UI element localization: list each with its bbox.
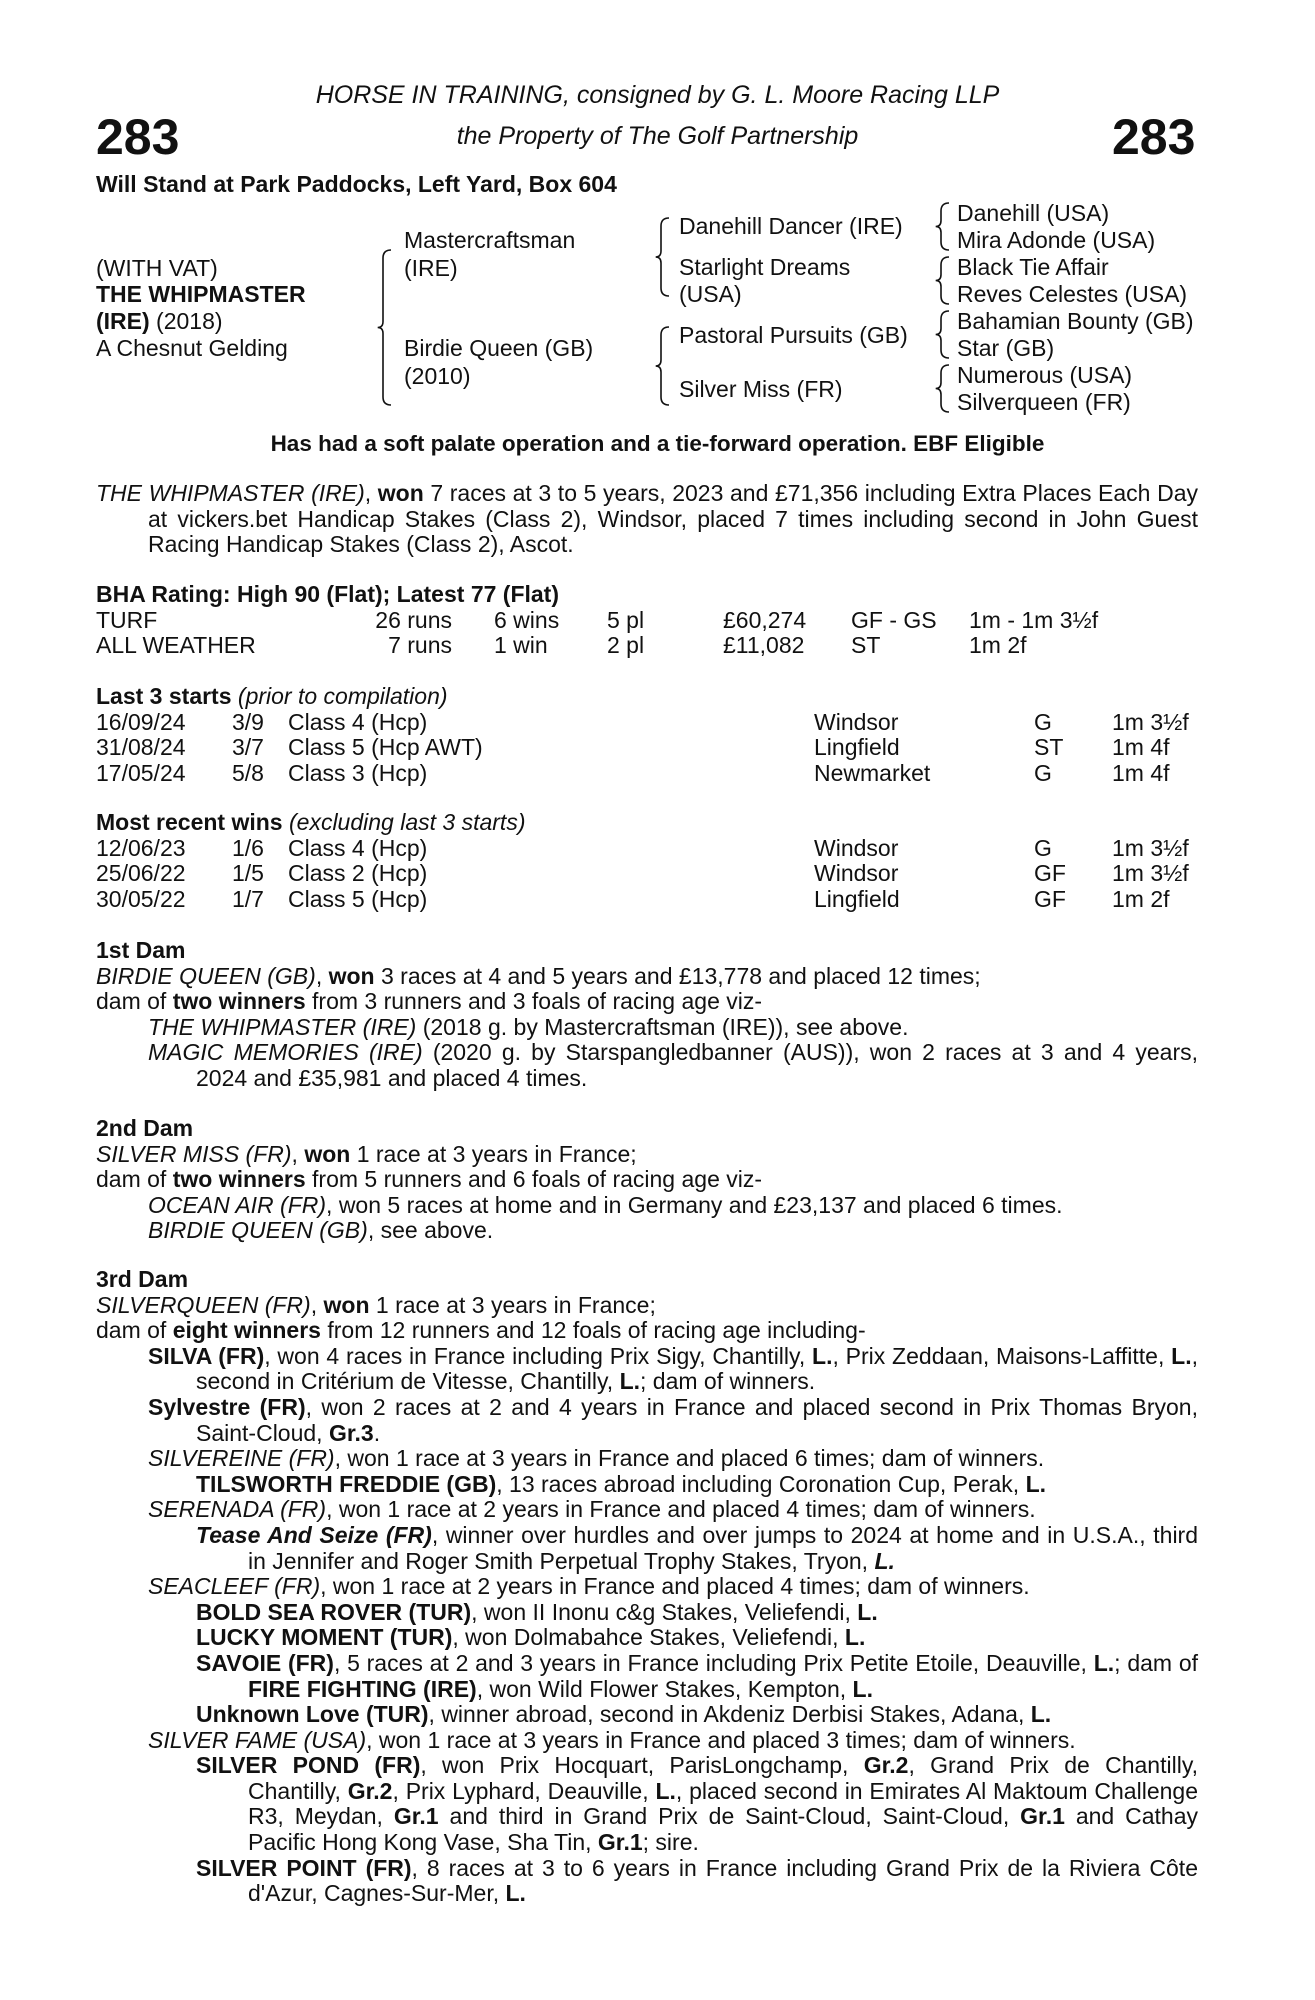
gen4-ancestor: Reves Celestes (USA) (957, 281, 1188, 307)
horse-name-italic: SERENADA (FR) (148, 1496, 327, 1523)
placed: 2 pl (607, 632, 645, 659)
wins: 6 wins (494, 606, 560, 633)
bold-text: won (328, 962, 375, 989)
text-run: , won 1 race at 2 years in France and placed 4 times; dam of winners. (320, 1573, 1030, 1600)
text-run: , won 4 races in France including Prix Sigy, Chantilly, (264, 1342, 813, 1369)
earnings: £60,274 (723, 606, 807, 633)
operation-notice: Has had a soft palate operation and a tie-forward operation. EBF Eligible (270, 431, 1045, 456)
text-run: 1 race at 3 years in France; (369, 1291, 656, 1318)
bold-text: SILVA (FR) (148, 1342, 265, 1369)
dam-dam: Silver Miss (FR) (679, 376, 843, 402)
text-run: 3 races at 4 and 5 years and £13,778 and placed 12 times; (374, 962, 981, 989)
dam-record (96, 964, 1198, 990)
text-run: , (310, 1291, 324, 1318)
produce-entry (148, 1218, 1198, 1244)
produce-entry (148, 1395, 1198, 1446)
vat-note: (WITH VAT) (96, 255, 218, 281)
brace-icon (378, 250, 391, 405)
text-run: , won 2 races at 2 and 4 years in France and placed second in Prix Thomas Bryon, Saint-Cloud, (196, 1393, 1198, 1446)
bold-text: L. (619, 1368, 641, 1395)
brace-icon (936, 365, 949, 412)
text-run: , placed second in Emirates Al Maktoum Challenge R3, Meydan, (248, 1777, 1198, 1830)
text-run: , won Dolmabahce Stakes, Veliefendi, (452, 1624, 845, 1651)
race-date: 30/05/22 (96, 885, 186, 912)
bold-text: L. (1093, 1649, 1115, 1676)
dam-name: Birdie Queen (GB) (404, 335, 594, 361)
race-course: Lingfield (814, 885, 900, 912)
text-run: , (315, 962, 329, 989)
brace-icon (936, 203, 949, 250)
horse-name-italic: SILVEREINE (FR) (148, 1445, 335, 1472)
race-row (96, 710, 1198, 736)
bold-text: L. (844, 1624, 866, 1651)
text-run: , won 5 races at home and in Germany and £23,137 and placed 6 times. (326, 1191, 1063, 1218)
dam-record (96, 1142, 1198, 1168)
produce-entry (148, 1193, 1198, 1219)
horse-description: A Chesnut Gelding (96, 335, 288, 361)
horse-name-italic: BIRDIE QUEEN (GB) (96, 962, 316, 989)
sire-origin: (IRE) (404, 255, 458, 281)
race-row (96, 836, 1198, 862)
race-row (96, 861, 1198, 887)
rating-row-all-weather (96, 633, 1198, 659)
bold-text: Gr.2 (863, 1752, 909, 1779)
brace-icon (656, 218, 669, 296)
grand-produce-entry (196, 1753, 1198, 1855)
text-run: , 5 races at 2 and 3 years in France including Prix Petite Etoile, Deauville, (333, 1649, 1094, 1676)
text-run: and third in Grand Prix de Saint-Cloud, Saint-Cloud, (438, 1803, 1021, 1830)
rating-section (96, 582, 1198, 659)
text-run: , won Wild Flower Stakes, Kempton, (476, 1675, 853, 1702)
bold-text: two winners (172, 988, 306, 1015)
lot-number-left: 283 (96, 109, 180, 165)
summary-paragraph (96, 481, 1198, 558)
race-distance: 1m 4f (1112, 734, 1170, 761)
grand-produce-entry (196, 1856, 1198, 1907)
recent-wins-title: Most recent wins (96, 809, 283, 835)
bold-text: L. (1171, 1342, 1192, 1369)
bold-text: Gr.2 (347, 1777, 393, 1804)
race-distance: 1m 3½f (1112, 860, 1189, 887)
race-pos: 1/7 (232, 885, 264, 912)
race-date: 25/06/22 (96, 860, 186, 887)
dam-heading: 3rd Dam (96, 1266, 189, 1292)
gen4-ancestor: Bahamian Bounty (GB) (957, 308, 1194, 334)
race-distance: 1m 3½f (1112, 834, 1189, 861)
race-row (96, 735, 1198, 761)
text-run: , (291, 1140, 305, 1167)
surface: TURF (96, 606, 158, 633)
bold-text: L. (655, 1777, 676, 1804)
race-going: G (1034, 759, 1052, 786)
second-dam-section (96, 1116, 1198, 1244)
bold-text: won (323, 1291, 370, 1318)
going: GF - GS (851, 606, 937, 633)
race-pos: 3/9 (232, 708, 264, 735)
property-line: the Property of The Golf Partnership (456, 122, 859, 150)
race-distance: 1m 3½f (1112, 708, 1189, 735)
gen4-ancestor: Black Tie Affair (957, 254, 1109, 280)
bold-text: Sylvestre (FR) (148, 1393, 306, 1420)
race-race: Class 4 (Hcp) (288, 708, 428, 735)
grand-produce-entry (196, 1651, 1198, 1702)
text-run: , Prix Zeddaan, Maisons-Laffitte, (832, 1342, 1172, 1369)
race-going: ST (1034, 734, 1064, 761)
brace-icon (656, 327, 669, 405)
text-run: , winner over hurdles and over jumps to 2024 at home and in U.S.A., third in Jennifer and Roger Smith Perpetual Trophy Stakes, Tryon, (248, 1521, 1198, 1574)
race-pos: 5/8 (232, 759, 264, 786)
text-run: , 8 races at 3 to 6 years in France including Grand Prix de la Riviera Côte d'Azur, Cagnes-Sur-Mer, (248, 1854, 1198, 1907)
race-race: Class 4 (Hcp) (288, 834, 428, 861)
race-summary (96, 481, 1198, 558)
dam-record (96, 1318, 1198, 1344)
going: ST (851, 632, 881, 659)
wins: 1 win (494, 632, 548, 659)
text-run: from 3 runners and 3 foals of racing age viz- (305, 988, 763, 1015)
bold-text: SAVOIE (FR) (196, 1649, 334, 1676)
bold-text: Gr.1 (1020, 1803, 1065, 1830)
horse-name-italic: THE WHIPMASTER (IRE) (148, 1013, 417, 1040)
bold-text: eight winners (172, 1317, 321, 1344)
race-row (96, 887, 1198, 913)
rating-row-turf (96, 608, 1198, 634)
dam-heading: 1st Dam (96, 937, 186, 963)
bold-text: FIRE FIGHTING (IRE) (248, 1675, 477, 1702)
race-course: Newmarket (814, 759, 931, 786)
produce-entry (148, 1497, 1198, 1523)
text-run: , see above. (367, 1217, 494, 1244)
race-going: G (1034, 834, 1052, 861)
grand-produce-entry (196, 1523, 1198, 1574)
race-going: G (1034, 708, 1052, 735)
race-course: Windsor (814, 834, 899, 861)
third-dam-section (96, 1267, 1198, 1907)
bold-text: Gr.1 (393, 1803, 439, 1830)
gen4-ancestor: Star (GB) (957, 335, 1055, 361)
bold-text: Gr.3 (328, 1419, 374, 1446)
distance: 1m - 1m 3½f (969, 606, 1099, 633)
bold-text: L. (857, 1598, 878, 1625)
bold-text: Unknown Love (TUR) (196, 1701, 429, 1728)
text-run: , winner abroad, second in Akdeniz Derbisi Stakes, Adana, (428, 1701, 1031, 1728)
dam-year: (2010) (404, 363, 471, 389)
race-date: 12/06/23 (96, 834, 186, 861)
gen4-ancestor: Danehill (USA) (957, 200, 1110, 226)
race-course: Windsor (814, 708, 899, 735)
text-run: (2020 g. by Starspangledbanner (AUS)), won 2 races at 3 and 4 years, 2024 and £35,981 and placed 4 times. (196, 1039, 1199, 1091)
text-run: , won II Inonu c&g Stakes, Veliefendi, (471, 1598, 858, 1625)
sire-dam: Starlight Dreams (679, 254, 851, 280)
bold-text: L. (874, 1547, 895, 1574)
horse-name: THE WHIPMASTER (96, 281, 306, 307)
grand-produce-entry (196, 1472, 1198, 1498)
last-starts-subtitle: (prior to compilation) (231, 683, 448, 709)
dam-record (96, 989, 1198, 1015)
sire-sire: Danehill Dancer (IRE) (679, 213, 903, 239)
race-date: 17/05/24 (96, 759, 186, 786)
stand-location: Will Stand at Park Paddocks, Left Yard, Box 604 (96, 171, 617, 197)
horse-year: (2018) (149, 308, 223, 334)
gen4-ancestor: Numerous (USA) (957, 362, 1133, 388)
bold-text: Tease And Seize (FR) (196, 1521, 432, 1548)
text-run: and Cathay Pacific Hong Kong Vase, Sha Tin, (248, 1803, 1198, 1856)
brace-icon (936, 257, 949, 304)
text-run: dam of (96, 1166, 173, 1193)
horse-name-italic: THE WHIPMASTER (IRE) (96, 480, 365, 506)
text-run: , Grand Prix de Chantilly, Chantilly, (248, 1752, 1198, 1804)
bold-text: SILVER POINT (FR) (196, 1854, 412, 1881)
grand-produce-entry (196, 1625, 1198, 1651)
horse-origin: (IRE) (96, 308, 150, 334)
consignor-line: HORSE IN TRAINING, consigned by G. L. Moore Racing LLP (315, 81, 1000, 109)
first-dam-section (96, 938, 1198, 1092)
bold-text: won (304, 1140, 351, 1167)
text-run: ; sire. (642, 1829, 699, 1856)
last-starts-title: Last 3 starts (96, 683, 232, 709)
text-run: , second in Critérium de Vitesse, Chantilly, (196, 1342, 1199, 1395)
race-pos: 3/7 (232, 734, 264, 761)
placed: 5 pl (607, 606, 645, 633)
bold-text: BOLD SEA ROVER (TUR) (196, 1598, 472, 1625)
horse-name-italic: SILVER MISS (FR) (96, 1140, 292, 1167)
text-run: , (364, 480, 378, 506)
bold-text: L. (852, 1675, 873, 1702)
dam-record (96, 1293, 1198, 1319)
produce-entry (148, 1015, 1198, 1041)
produce-entry (148, 1344, 1198, 1395)
last-starts-section (96, 684, 1198, 786)
text-run: , won 1 race at 3 years in France and placed 3 times; dam of winners. (366, 1726, 1076, 1753)
race-race: Class 5 (Hcp) (288, 885, 428, 912)
text-run: ; dam of (1114, 1649, 1198, 1676)
race-race: Class 3 (Hcp) (288, 759, 428, 786)
horse-name-italic: OCEAN AIR (FR) (148, 1191, 327, 1218)
grand-produce-entry (196, 1702, 1198, 1728)
brace-icon (936, 311, 949, 358)
race-date: 31/08/24 (96, 734, 186, 761)
rating-title: BHA Rating: High 90 (Flat); Latest 77 (Flat) (96, 581, 559, 607)
text-run: from 5 runners and 6 foals of racing age viz- (305, 1166, 763, 1193)
text-run: . (373, 1419, 381, 1446)
horse-name-italic: SILVER FAME (USA) (148, 1726, 367, 1753)
text-run: 7 races at 3 to 5 years, 2023 and £71,356 including Extra Places Each Day at vickers.bet Handicap Stakes (Class 2), Windsor, placed 7 times including second in John Guest Racing Handicap Stakes (Class 2), Ascot. (148, 480, 1198, 558)
produce-entry (148, 1040, 1198, 1091)
bold-text: TILSWORTH FREDDIE (GB) (196, 1470, 497, 1497)
surface: ALL WEATHER (96, 632, 256, 659)
sire-dam-origin: (USA) (679, 281, 742, 307)
race-distance: 1m 2f (1112, 885, 1170, 912)
bold-text: Gr.1 (597, 1829, 643, 1856)
grand-produce-entry (196, 1600, 1198, 1626)
race-going: GF (1034, 860, 1066, 887)
race-row (96, 761, 1198, 787)
produce-entry (148, 1574, 1198, 1600)
race-distance: 1m 4f (1112, 759, 1170, 786)
race-date: 16/09/24 (96, 708, 186, 735)
earnings: £11,082 (723, 632, 805, 659)
race-pos: 1/5 (232, 860, 264, 887)
race-race: Class 2 (Hcp) (288, 860, 428, 887)
bold-text: won (377, 480, 424, 506)
horse-name-italic: SEACLEEF (FR) (148, 1573, 321, 1600)
bold-text: L. (505, 1880, 526, 1907)
dam-heading: 2nd Dam (96, 1115, 194, 1141)
text-run: , won 1 race at 2 years in France and placed 4 times; dam of winners. (326, 1496, 1036, 1523)
text-run: dam of (96, 1317, 173, 1344)
text-run: (2018 g. by Mastercraftsman (IRE)), see above. (416, 1013, 909, 1040)
runs: 7 runs (388, 632, 452, 659)
bold-text: L. (812, 1342, 833, 1369)
gen4-ancestor: Mira Adonde (USA) (957, 227, 1156, 253)
gen4-ancestor: Silverqueen (FR) (957, 389, 1131, 415)
race-going: GF (1034, 885, 1066, 912)
horse-name-italic: BIRDIE QUEEN (GB) (148, 1217, 368, 1244)
recent-wins-subtitle: (excluding last 3 starts) (282, 809, 526, 835)
bold-text: L. (1030, 1701, 1052, 1728)
bold-text: L. (1025, 1470, 1047, 1497)
bold-text: SILVER POND (FR) (196, 1752, 421, 1779)
race-course: Windsor (814, 860, 899, 887)
horse-name-italic: SILVERQUEEN (FR) (96, 1291, 311, 1318)
text-run: ; dam of winners. (640, 1368, 816, 1395)
horse-origin-year (96, 308, 223, 334)
text-run: dam of (96, 988, 173, 1015)
bold-text: LUCKY MOMENT (TUR) (196, 1624, 453, 1651)
race-race: Class 5 (Hcp AWT) (288, 734, 483, 761)
recent-wins-section (96, 810, 1198, 912)
race-course: Lingfield (814, 734, 900, 761)
distance: 1m 2f (969, 632, 1027, 659)
dam-record (96, 1167, 1198, 1193)
text-run: 1 race at 3 years in France; (350, 1140, 637, 1167)
produce-entry (148, 1728, 1198, 1754)
produce-entry (148, 1446, 1198, 1472)
lot-number-right: 283 (1112, 109, 1196, 165)
text-run: , Prix Lyphard, Deauville, (392, 1777, 656, 1804)
sire-name: Mastercraftsman (404, 227, 576, 253)
bold-text: two winners (172, 1166, 306, 1193)
text-run: , 13 races abroad including Coronation Cup, Perak, (496, 1470, 1026, 1497)
horse-name-italic: MAGIC MEMORIES (IRE) (148, 1039, 423, 1066)
text-run: from 12 runners and 12 foals of racing age including- (320, 1317, 866, 1344)
text-run: , won 1 race at 3 years in France and placed 6 times; dam of winners. (334, 1445, 1045, 1472)
text-run: , won Prix Hocquart, ParisLongchamp, (420, 1752, 864, 1779)
dam-sire: Pastoral Pursuits (GB) (679, 322, 908, 348)
race-pos: 1/6 (232, 834, 264, 861)
runs: 26 runs (375, 606, 452, 633)
